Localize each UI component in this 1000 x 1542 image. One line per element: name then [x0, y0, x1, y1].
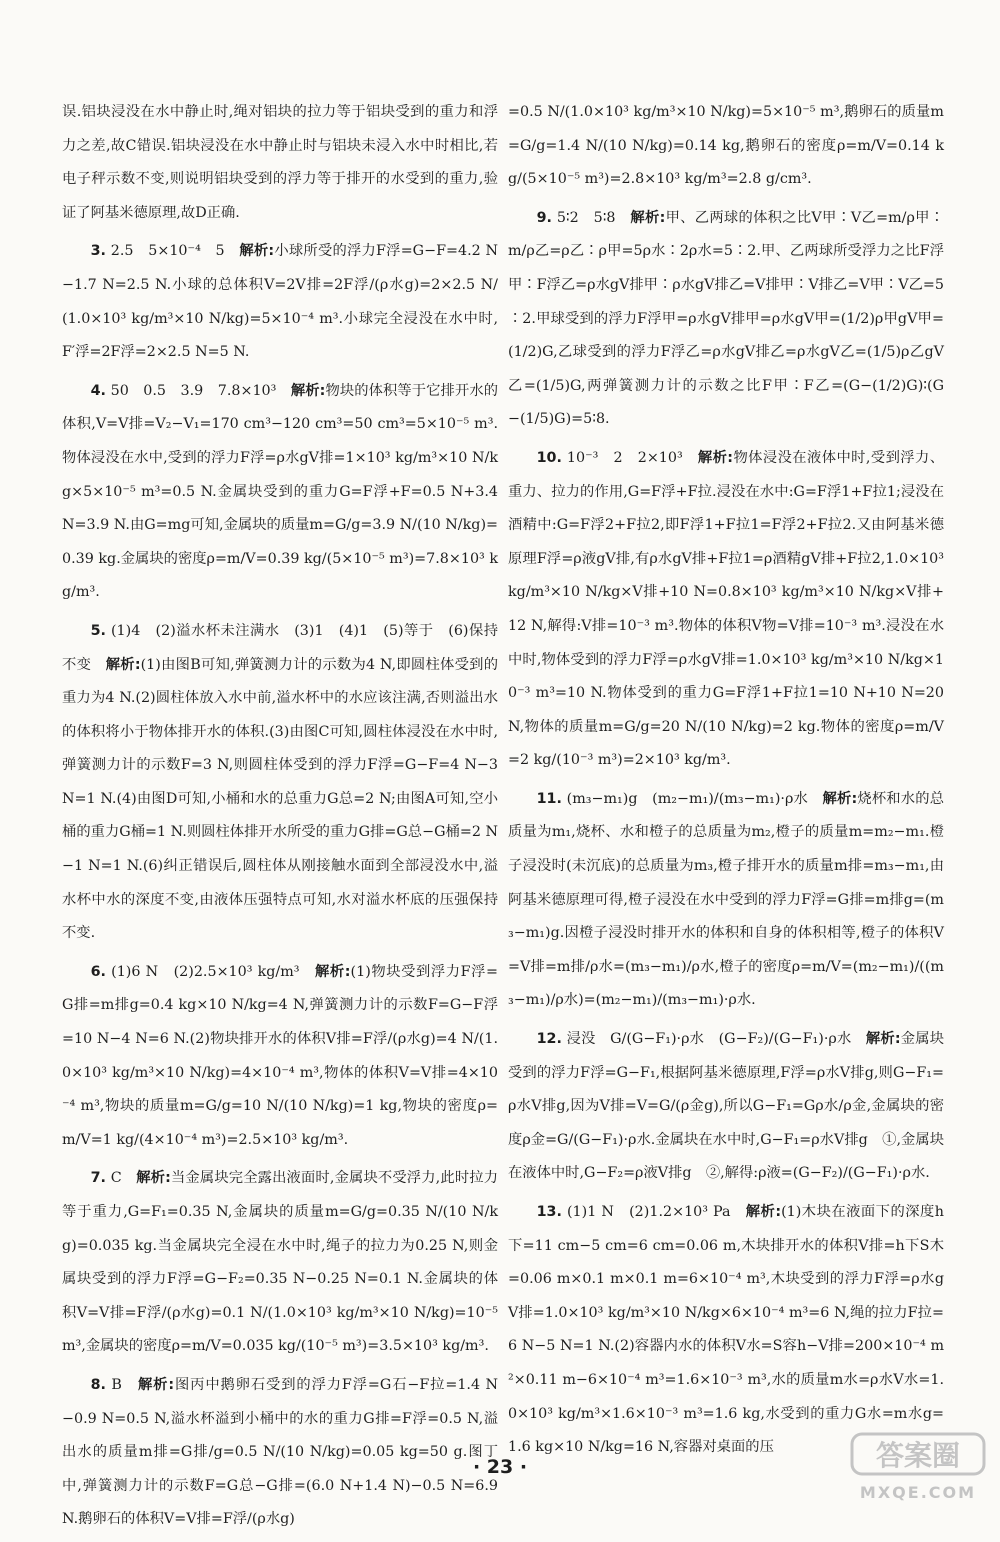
analysis-label: 解析: [138, 1376, 175, 1393]
question-number: 3. [90, 243, 106, 260]
question-number: 9. [536, 209, 552, 226]
item-text: 误.铝块浸没在水中静止时,绳对铝块的拉力等于铝块受到的重力和浮力之差,故C错误.铝块浸没在水中静止时与铝块未浸入水中时相比,若电子秤示数不变,则说明铝块受到的浮力等于排开的水受到的重力,验证了阿基米德原理,故D正确. [62, 104, 498, 221]
analysis-text: (1)木块在液面下的深度h下=11 cm−5 cm=6 cm=0.06 m,木块排开水的体积V排=h下S木=0.06 m×0.1 m×0.1 m=6×10⁻⁴ m³,木块受到的浮力F浮=ρ水gV排=1.0×10³ kg/m³×10 N/kg×6×10⁻⁴ m³=6 N,绳的拉力F拉=6 N−5 N=1 N.(2)容器内水的体积V水=S容h−V排=200×10⁻⁴ m²×0.11 m−6×10⁻⁴ m³=1.6×10⁻³ m³,水的质量m水=ρ水V水=1.0×10³ kg/m³×1.6×10⁻³ m³=1.6 kg,水受到的重力G水=m水g=1.6 kg×10 N/kg=16 N,容器对桌面的压 [508, 1204, 945, 1456]
answer-item [62, 375, 498, 610]
watermark-logo [848, 1430, 988, 1478]
analysis-label: 解析: [822, 790, 858, 807]
question-number: 10. [536, 449, 562, 466]
svg-text:答案圈: 答案圈 [875, 1439, 961, 1472]
continued-paragraph [508, 96, 944, 197]
answer-text: 浸没 G/(G−F₁)·ρ水 (G−F₂)/(G−F₁)·ρ水 [566, 1031, 852, 1048]
analysis-text: 金属块受到的浮力F浮=G−F₁,根据阿基米德原理,F浮=ρ水V排g,则G−F₁=ρ水V排g,因为V排=V=G/(ρ金g),所以G−F₁=Gρ水/ρ金,金属块的密度ρ金=G/(G−F₁)·ρ水.金属块在水中时,G−F₁=ρ水V排g ①,金属块在液体中时,G−F₂=ρ液V排g ②,解得:ρ液=(G−F₂)/(G−F₁)·ρ水. [508, 1031, 945, 1182]
right-column [508, 96, 944, 1470]
question-number: 7. [90, 1170, 106, 1187]
answer-item [62, 235, 498, 369]
answer-item [62, 1369, 498, 1537]
answer-item [508, 202, 944, 437]
answer-text: B [111, 1376, 122, 1393]
analysis-text: 烧杯和水的总质量为m₁,烧杯、水和橙子的总质量为m₂,橙子的质量m=m₂−m₁.橙子浸没时(未沉底)的总质量为m₃,橙子排开水的质量m排=m₃−m₁,由阿基米德原理可得,橙子浸没在水中受到的浮力F浮=G排=m排g=(m₃−m₁)g.因橙子浸没时排开水的体积和自身的体积相等,橙子的体积V=V排=m排/ρ水=(m₃−m₁)/ρ水,橙子的密度ρ=m/V=(m₂−m₁)/((m₃−m₁)/ρ水)=(m₂−m₁)/(m₃−m₁)·ρ水. [508, 790, 945, 1009]
question-number: 12. [536, 1031, 562, 1048]
answer-item [62, 615, 498, 951]
answer-text: C [110, 1170, 122, 1187]
answer-item [62, 956, 498, 1158]
question-number: 11. [536, 790, 562, 807]
answer-item [508, 1196, 944, 1465]
watermark [848, 1430, 988, 1502]
question-number: 5. [90, 622, 106, 639]
answer-item [508, 442, 944, 778]
answer-item [508, 1023, 944, 1191]
item-text: =0.5 N/(1.0×10³ kg/m³×10 N/kg)=5×10⁻⁵ m³,鹅卵石的质量m=G/g=1.4 N/(10 N/kg)=0.14 kg,鹅卵石的密度ρ=m/V=0.14 kg/(5×10⁻⁵ m³)=2.8×10³ kg/m³=2.8 g/cm³. [508, 104, 944, 188]
analysis-label: 解析: [745, 1204, 782, 1220]
analysis-text: 小球所受的浮力F浮=G−F=4.2 N−1.7 N=2.5 N.小球的总体积V=2V排=2F浮/(ρ水g)=2×2.5 N/(1.0×10³ kg/m³×10 N/kg)=5×10⁻⁴ m³.小球完全浸没在水中时,F′浮=2F浮=2×2.5 N=5 N. [62, 243, 498, 361]
analysis-text: 当金属块完全露出液面时,金属块不受浮力,此时拉力等于重力,G=F₁=0.35 N,金属块的质量m=G/g=0.35 N/(10 N/kg)=0.035 kg.当金属块完全浸在水中时,绳子的拉力为0.25 N,则金属块受到的浮力F浮=G−F₂=0.35 N−0.25 N=0.1 N.金属块的体积V=V排=F浮/(ρ水g)=0.1 N/(1.0×10³ kg/m³×10 N/kg)=10⁻⁵ m³,金属块的密度ρ=m/V=0.035 kg/(10⁻⁵ m³)=3.5×10³ kg/m³. [62, 1170, 499, 1355]
answer-text: (m₃−m₁)g (m₂−m₁)/(m₃−m₁)·ρ水 [566, 790, 809, 807]
answer-text: (1)4 (2)溢水杯未注满水 (3)1 (4)1 (5)等于 (6)保持不变 [62, 622, 499, 673]
analysis-label: 解析: [239, 243, 275, 260]
analysis-label: 解析: [290, 382, 326, 399]
analysis-label: 解析: [865, 1031, 901, 1048]
continued-paragraph [62, 96, 498, 230]
answer-text: 50 0.5 3.9 7.8×10³ [110, 382, 277, 399]
analysis-text: (1)由图B可知,弹簧测力计的示数为4 N,即圆柱体受到的重力为4 N.(2)圆柱体放入水中前,溢水杯中的水应该注满,否则溢出水的体积将小于物体排开水的体积.(3)由图C可知,圆柱体浸没在水中时,弹簧测力计的示数F=3 N,则圆柱体受到的浮力F浮=G−F=4 N−3 N=1 N.(4)由图D可知,小桶和水的总重力G总=2 N;由图A可知,空小桶的重力G桶=1 N.则圆柱体排开水所受的重力G排=G总−G桶=2 N−1 N=1 N.(6)纠正错误后,圆柱体从刚接触水面到全部浸没水中,溢水杯中水的深度不变,由液体压强特点可知,水对溢水杯底的压强保持不变. [62, 656, 499, 942]
analysis-text: 甲、乙两球的体积之比V甲∶V乙=m/ρ甲∶m/ρ乙=ρ乙∶ρ甲=5ρ水∶2ρ水=5∶2.甲、乙两球所受浮力之比F浮甲∶F浮乙=ρ水gV排甲∶ρ水gV排乙=V排甲∶V排乙=V甲∶V乙=5∶2.甲球受到的浮力F浮甲=ρ水gV排甲=ρ水gV甲=(1/2)ρ甲gV甲=(1/2)G,乙球受到的浮力F浮乙=ρ水gV排乙=ρ水gV乙=(1/5)ρ乙gV乙=(1/5)G,两弹簧测力计的示数之比F甲∶F乙=(G−(1/2)G)∶(G−(1/5)G)=5∶8. [508, 209, 945, 428]
watermark-url: MXQE.COM [859, 1483, 977, 1502]
question-number: 6. [90, 963, 106, 980]
analysis-label: 解析: [105, 656, 141, 673]
question-number: 4. [90, 382, 106, 399]
question-number: 8. [90, 1376, 106, 1393]
answer-text: 2.5 5×10⁻⁴ 5 [110, 243, 225, 260]
answer-text: (1)6 N (2)2.5×10³ kg/m³ [111, 963, 300, 980]
analysis-text: 物体浸没在液体中时,受到浮力、重力、拉力的作用,G=F浮+F拉.浸没在水中:G=F浮1+F拉1;浸没在酒精中:G=F浮2+F拉2,即F浮1+F拉1=F浮2+F拉2.又由阿基米德原理F浮=ρ液gV排,有ρ水gV排+F拉1=ρ酒精gV排+F拉2,1.0×10³ kg/m³×10 N/kg×V排+10 N=0.8×10³ kg/m³×10 N/kg×V排+12 N,解得:V排=10⁻³ m³.物体的体积V物=V排=10⁻³ m³.浸没在水中时,物体受到的浮力F浮=ρ水gV排=1.0×10³ kg/m³×10 N/kg×10⁻³ m³=10 N.物体受到的重力G=F浮1+F拉1=10 N+10 N=20 N,物体的质量m=G/g=20 N/(10 N/kg)=2 kg.物体的密度ρ=m/V=2 kg/(10⁻³ m³)=2×10³ kg/m³. [508, 449, 945, 769]
analysis-label: 解析: [136, 1170, 171, 1187]
answer-item [62, 1162, 498, 1364]
page-number: · 23 · [472, 1456, 528, 1478]
analysis-text: 图丙中鹅卵石受到的浮力F浮=G石−F拉=1.4 N−0.9 N=0.5 N,溢水杯溢到小桶中的水的重力G排=F浮=0.5 N,溢出水的质量m排=G排/g=0.5 N/(10 N/kg)=0.05 kg=50 g.图丁中,弹簧测力计的示数F=G总−G排=(6.0 N+1.4 N)−0.5 N=6.9 N.鹅卵石的体积V=V排=F浮/(ρ水g) [62, 1376, 498, 1528]
answer-item [508, 783, 944, 1018]
analysis-label: 解析: [315, 963, 351, 980]
analysis-text: (1)物块受到浮力F浮=G排=m排g=0.4 kg×10 N/kg=4 N,弹簧测力计的示数F=G−F浮=10 N−4 N=6 N.(2)物块排开水的体积V排=F浮/(ρ水g)=4 N/(1.0×10³ kg/m³×10 N/kg)=4×10⁻⁴ m³,物体的体积V=V排=4×10⁻⁴ m³,物块的质量m=G/g=10 N/(10 N/kg)=1 kg,物块的密度ρ=m/V=1 kg/(4×10⁻⁴ m³)=2.5×10³ kg/m³. [62, 963, 499, 1148]
question-number: 13. [536, 1204, 562, 1220]
answer-text: 5∶2 5∶8 [556, 209, 616, 226]
analysis-label: 解析: [630, 209, 666, 226]
analysis-label: 解析: [697, 449, 734, 466]
analysis-text: 物块的体积等于它排开水的体积,V=V排=V₂−V₁=170 cm³−120 cm³=50 cm³=5×10⁻⁵ m³.物体浸没在水中,受到的浮力F浮=ρ水gV排=1×10³ kg/m³×10 N/kg×5×10⁻⁵ m³=0.5 N.金属块受到的重力G=F浮+F=0.5 N+3.4 N=3.9 N.由G=mg可知,金属块的质量m=G/g=3.9 N/(10 N/kg)=0.39 kg.金属块的密度ρ=m/V=0.39 kg/(5×10⁻⁵ m³)=7.8×10³ kg/m³. [62, 382, 499, 601]
left-column [62, 96, 498, 1542]
answer-text: 10⁻³ 2 2×10³ [566, 449, 683, 466]
answer-text: (1)1 N (2)1.2×10³ Pa [566, 1204, 731, 1220]
